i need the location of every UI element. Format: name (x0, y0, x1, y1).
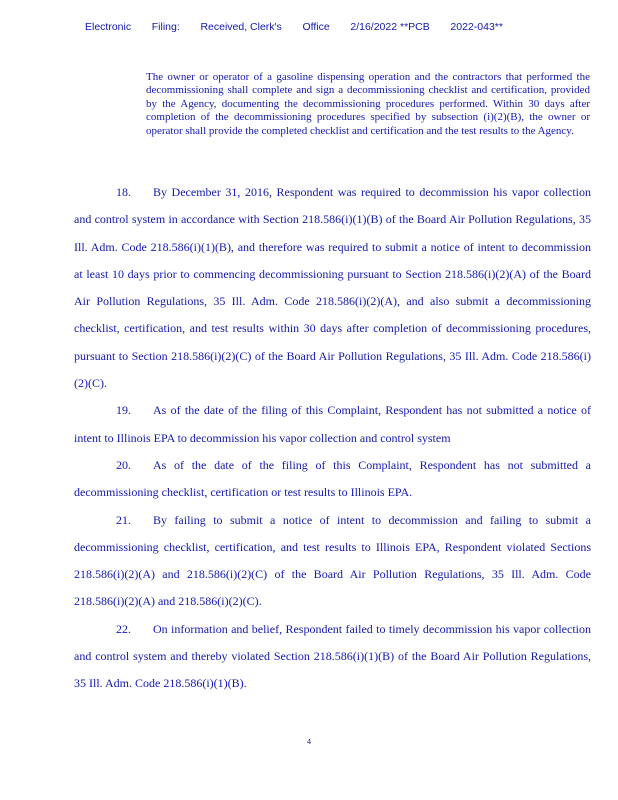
paragraph-20 (74, 452, 591, 507)
filing-header-line (85, 21, 503, 33)
paragraph-19 (74, 397, 591, 452)
paragraph-19-number: 19. (116, 403, 131, 418)
header-segment-docket: 2022-043** (450, 21, 503, 33)
header-segment-date-pcb: 2/16/2022 **PCB (350, 21, 430, 33)
paragraph-18-number: 18. (116, 185, 131, 199)
paragraph-21-text: By failing to submit a notice of intent to decommission and failing to submit a decommissioning checklist, certification, and test results to Illinois EPA, Respondent violated Sections 218.586(i)(2)(A) and 218.586(i)(2)(C) of the Board Air Pollution Regulations, 35 Ill. Adm. Code 218.586(i)(2)(A) and 218.586(i)(2)(C). (74, 512, 591, 609)
header-segment-received: Received, Clerk's (200, 21, 282, 33)
paragraph-20-number: 20. (116, 457, 131, 472)
header-segment-office: Office (302, 21, 330, 33)
header-segment-filing: Filing: (151, 21, 180, 33)
document-body (74, 179, 591, 698)
paragraph-20-text: As of the date of the filing of this Complaint, Respondent has not submitted a decommissioning checklist, certification or test results to Illinois EPA. (74, 457, 591, 500)
paragraph-22-number: 22. (116, 621, 131, 636)
paragraph-22 (74, 616, 591, 698)
paragraph-18-text: By December 31, 2016, Respondent was required to decommission his vapor collection and control system in accordance with Section 218.586(i)(1)(B) of the Board Air Pollution Regulations, 35 Ill. Adm. Code 218.586(i)(1)(B), and therefore was required to submit a notice of intent to decommission at least 10 days prior to commencing decommissioning pursuant to Section 218.586(i)(2)(A) of the Board Air Pollution Regulations, 35 Ill. Adm. Code 218.586(i)(2)(A), and also submit a decommissioning checklist, certification, and test results within 30 days after completion of decommissioning procedures, pursuant to Section 218.586(i)(2)(C) of the Board Air Pollution Regulations, 35 Ill. Adm. Code 218.586(i)(2)(C). (74, 185, 591, 391)
header-segment-electronic: Electronic (85, 21, 132, 33)
paragraph-19-text: As of the date of the filing of this Complaint, Respondent has not submitted a notice of intent to Illinois EPA to decommission his vapor collection and control system (74, 403, 591, 445)
paragraph-18 (74, 179, 591, 397)
paragraph-21 (74, 507, 591, 616)
page-number: 4 (307, 737, 311, 746)
regulation-block-quote: The owner or operator of a gasoline dispensing operation and the contractors that performed the decommissioning shall complete and sign a decommissioning checklist and certification, provided by the Agency, documenting the decommissioning procedures performed. Within 30 days after completion of the decommissioning procedures specified by subsection (i)(2)(B), the owner or operator shall provide the completed checklist and certification and the test results to the Agency. (146, 71, 590, 137)
paragraph-21-number: 21. (116, 512, 131, 527)
paragraph-22-text: On information and belief, Respondent failed to timely decommission his vapor collection and control system and thereby violated Section 218.586(i)(1)(B) of the Board Air Pollution Regulations, 35 Ill. Adm. Code 218.586(i)(1)(B). (74, 621, 591, 691)
